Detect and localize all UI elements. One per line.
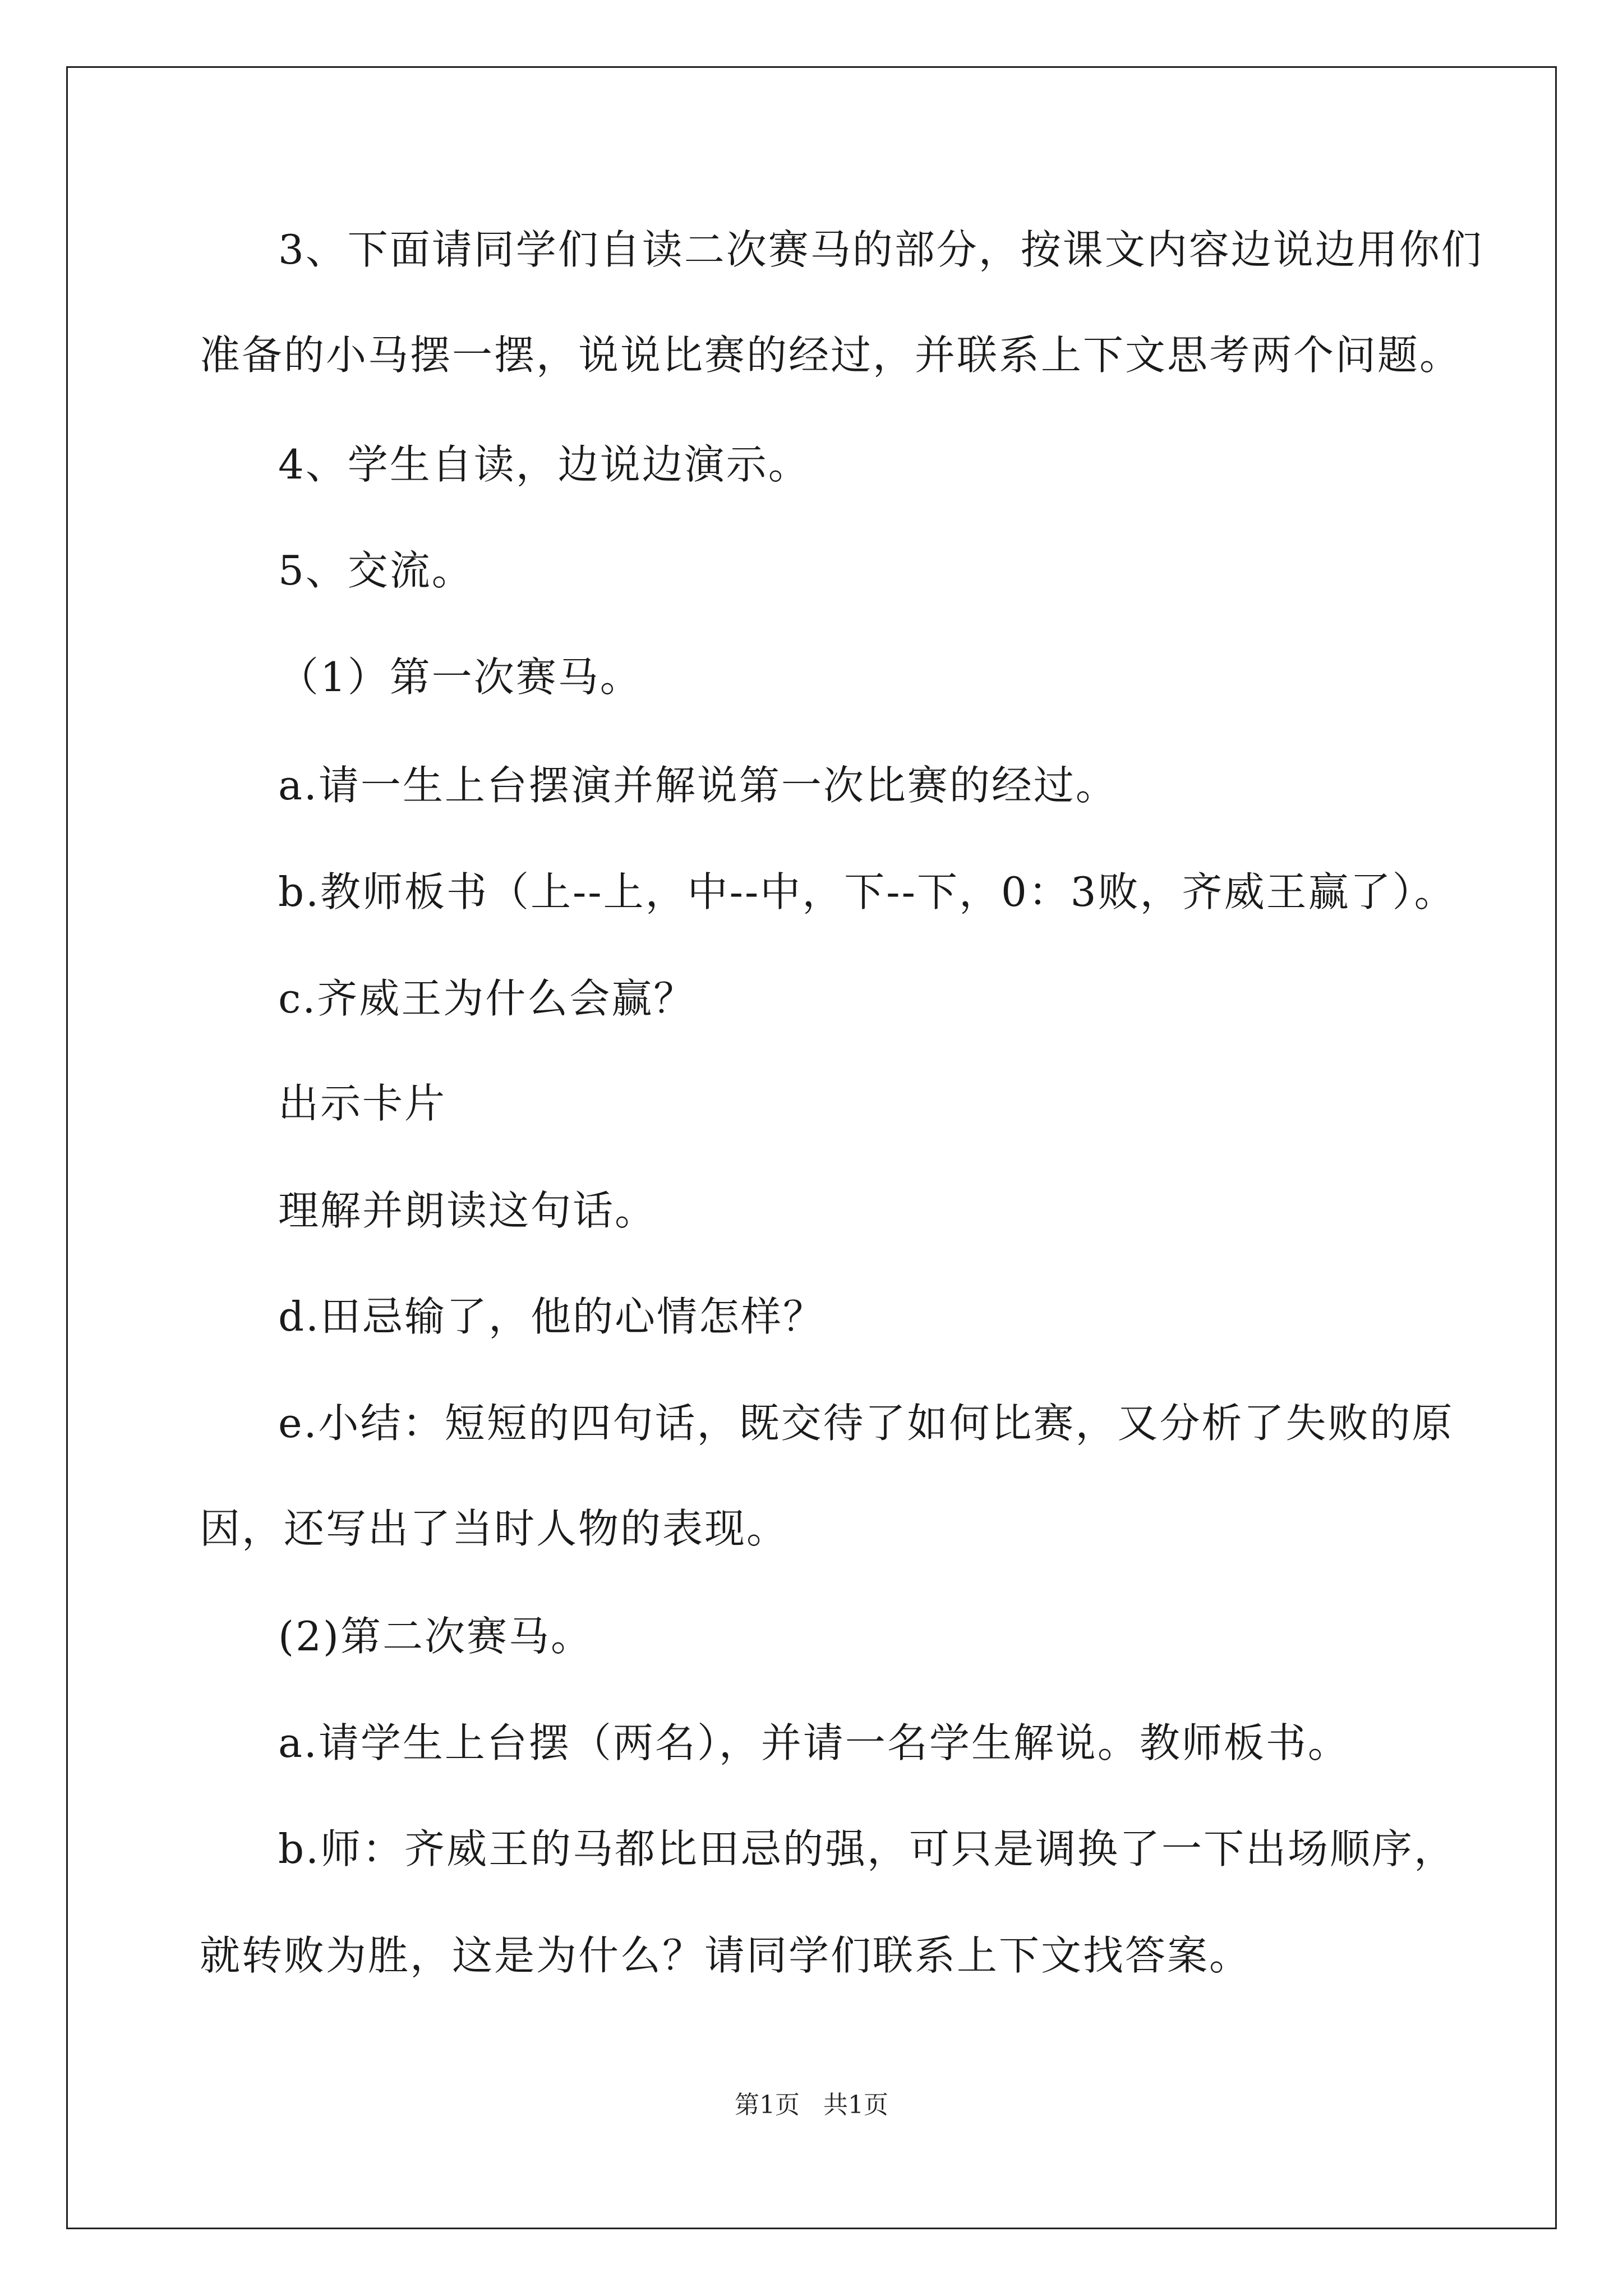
paragraph-line: 准备的小马摆一摆，说说比赛的经过，并联系上下文思考两个问题。 (200, 332, 1462, 379)
paragraph-line: 4、学生自读，边说边演示。 (278, 441, 810, 488)
paragraph-line: c.齐威王为什么会赢？ (278, 975, 696, 1022)
page-footer (0, 2085, 1623, 2120)
paragraph-line: 出示卡片 (278, 1080, 447, 1127)
paragraph-line: (2)第二次赛马。 (278, 1613, 593, 1660)
paragraph-line: d.田忌输了，他的心情怎样？ (278, 1293, 825, 1340)
paragraph-line: 就转败为胜，这是为什么？请同学们联系上下文找答案。 (200, 1932, 1252, 1979)
paragraph-line: （1）第一次赛马。 (278, 654, 642, 701)
paragraph-line: a.请一生上台摆演并解说第一次比赛的经过。 (278, 762, 1118, 809)
paragraph-line: e.小结：短短的四句话，既交待了如何比赛，又分析了失败的原 (278, 1400, 1454, 1447)
paragraph-line: 因，还写出了当时人物的表现。 (200, 1505, 789, 1552)
paragraph-line: b.师：齐威王的马都比田忌的强，可只是调换了一下出场顺序， (278, 1825, 1456, 1872)
paragraph-line: 5、交流。 (278, 547, 474, 594)
paragraph-line: 3、下面请同学们自读二次赛马的部分，按课文内容边说边用你们 (278, 226, 1483, 273)
page-number-label: 第1页 共1页 (735, 2091, 888, 2119)
paragraph-line: 理解并朗读这句话。 (278, 1187, 657, 1234)
page-border (66, 66, 1557, 2229)
paragraph-line: b.教师板书（上--上，中--中，下--下，0：3败，齐威王赢了）。 (278, 868, 1456, 915)
paragraph-line: a.请学生上台摆（两名），并请一名学生解说。教师板书。 (278, 1719, 1350, 1766)
